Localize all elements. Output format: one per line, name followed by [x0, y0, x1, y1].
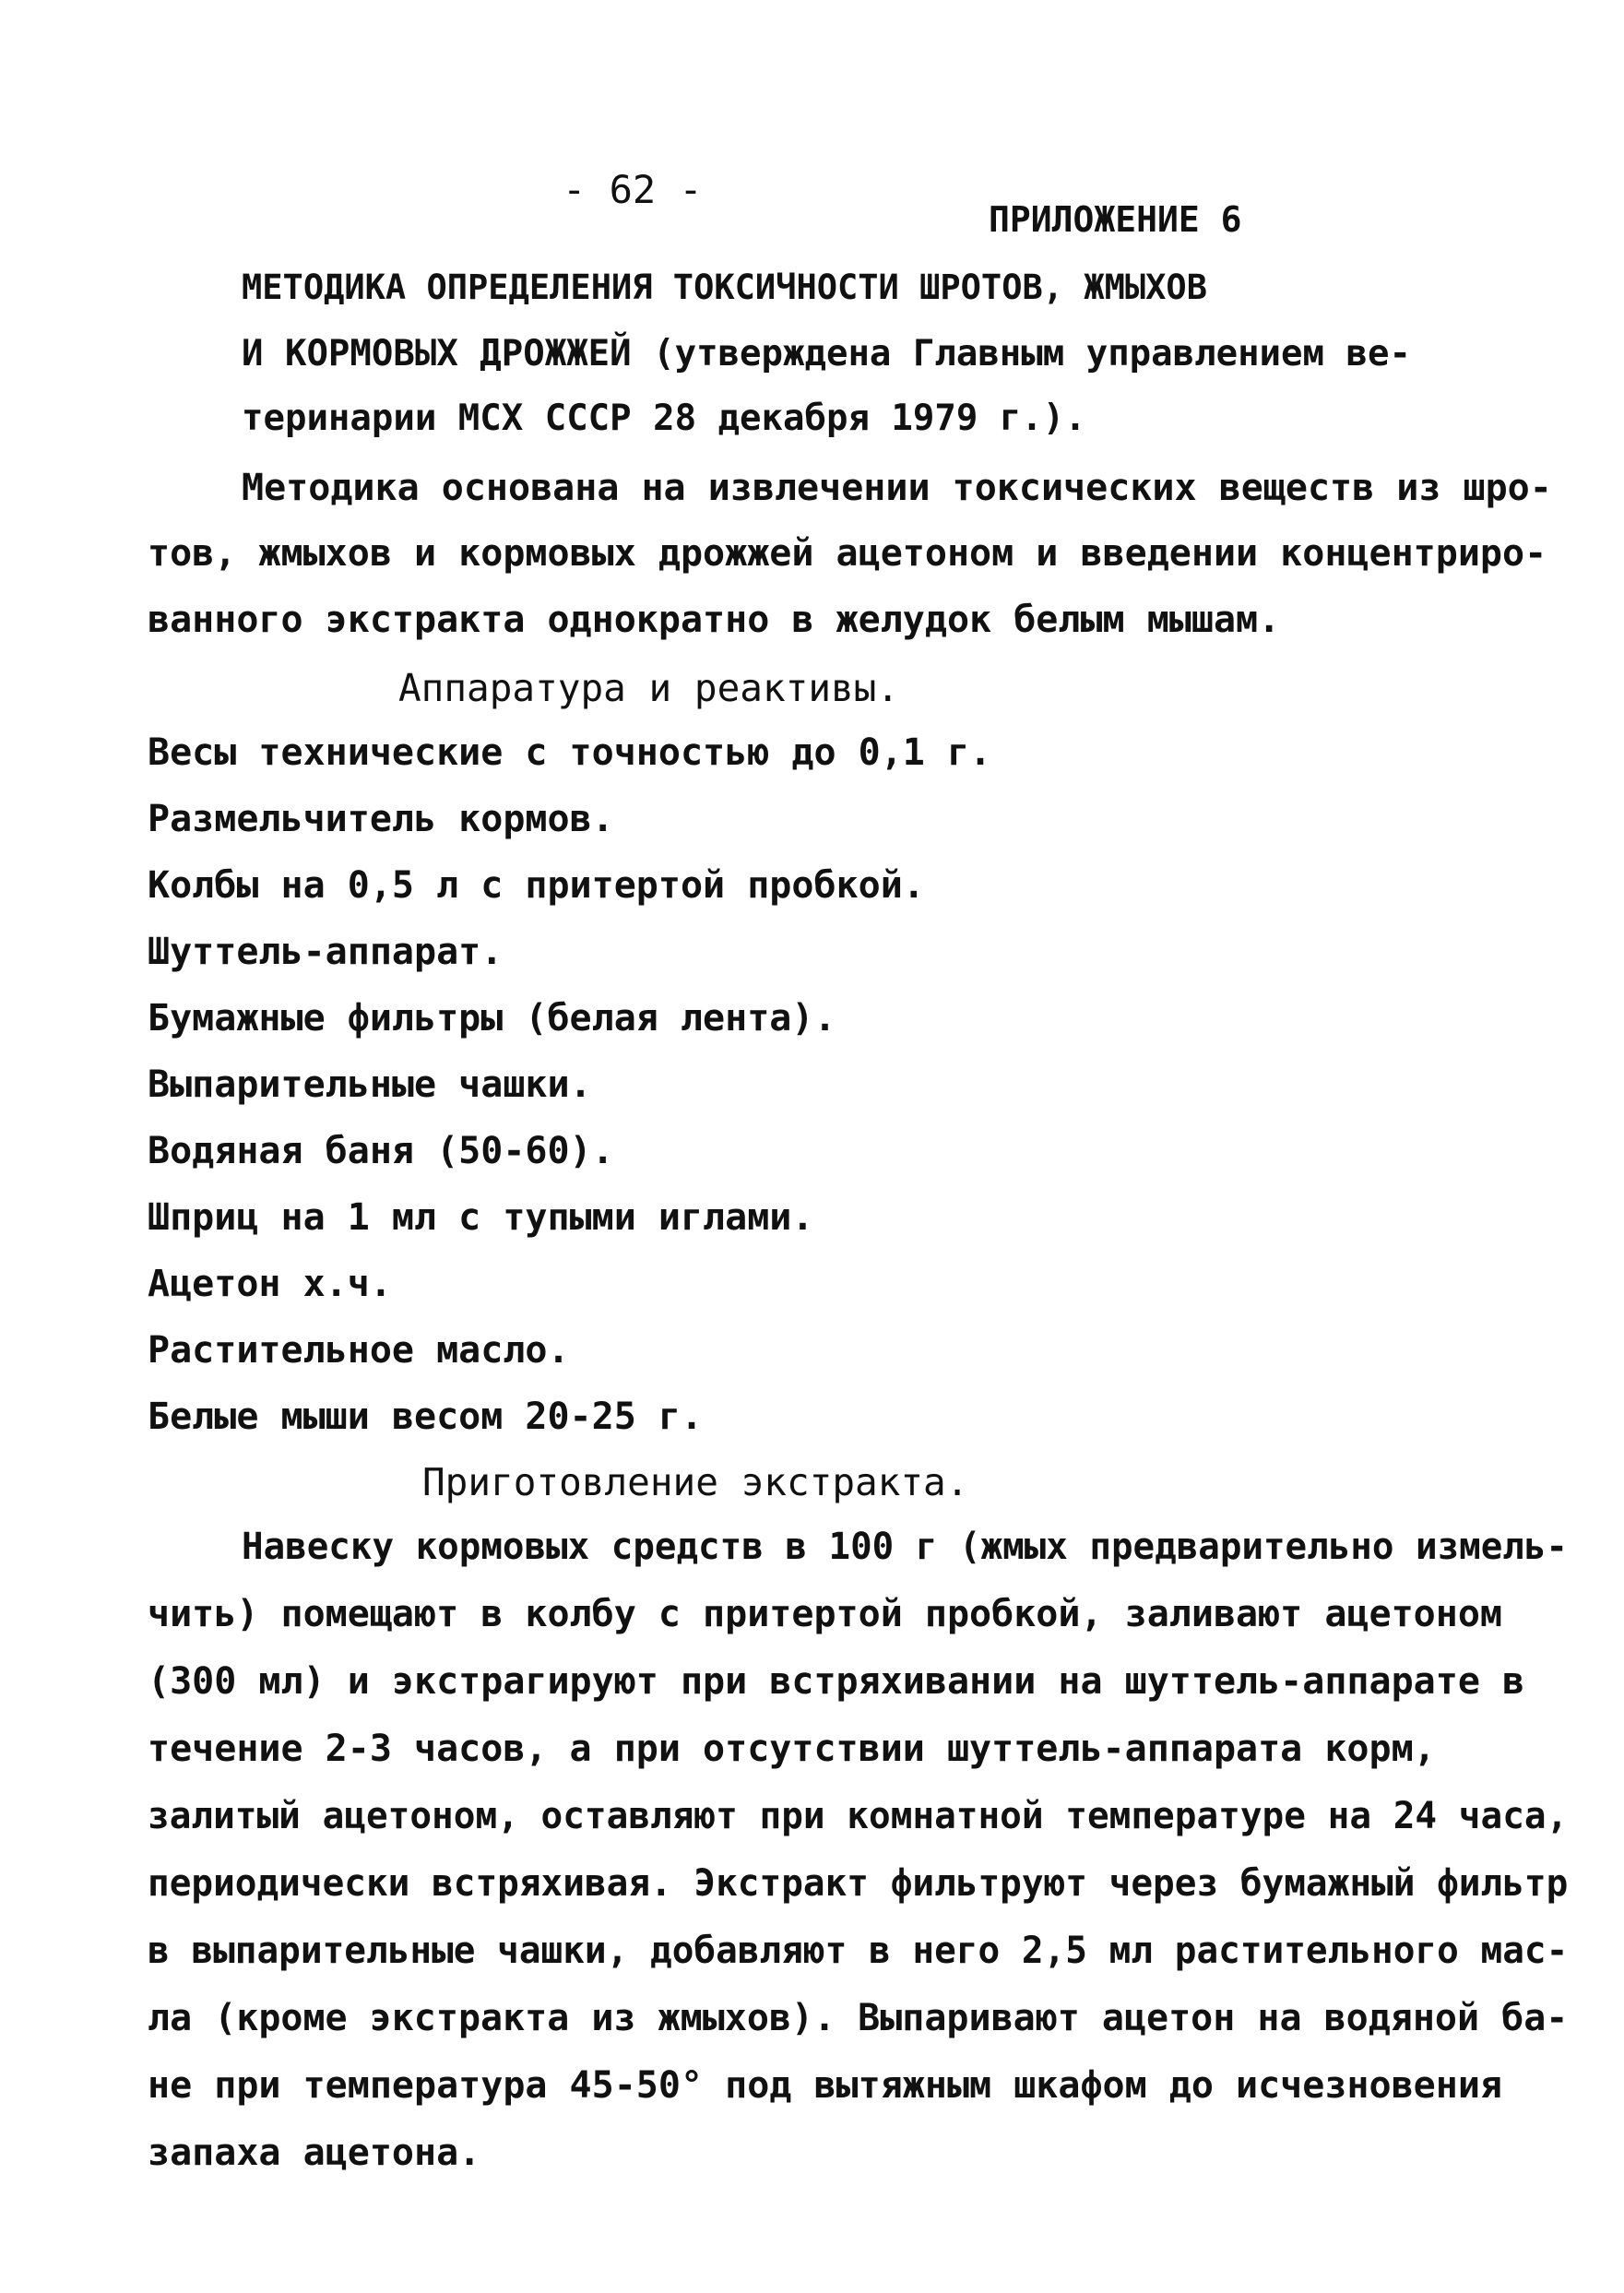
preparation-line: (300 мл) и экстрагируют при встряхивании на шуттель-аппарате в [148, 1660, 1525, 1703]
document-title-line-1: МЕТОДИКА ОПРЕДЕЛЕНИЯ ТОКСИЧНОСТИ ШРОТОВ, ЖМЫХОВ [242, 267, 1207, 307]
preparation-line: запаха ацетона. [148, 2132, 481, 2174]
equipment-item: Шприц на 1 мл с тупыми иглами. [148, 1196, 814, 1239]
equipment-item: Белые мыши весом 20-25 г. [148, 1396, 704, 1438]
equipment-item: Водяная баня (50-60). [148, 1130, 614, 1172]
document-title-line-2: И КОРМОВЫХ ДРОЖЖЕЙ (утверждена Главным управлением ве- [242, 333, 1411, 374]
preparation-line: периодически встряхивая. Экстракт фильтруют через бумажный фильтр [148, 1862, 1569, 1905]
equipment-item: Растительное масло. [148, 1329, 570, 1372]
equipment-heading: Аппаратура и реактивы. [398, 666, 900, 710]
intro-line-3: ванного экстракта однократно в желудок белым мышам. [148, 599, 1281, 641]
equipment-item: Ацетон х.ч. [148, 1263, 392, 1305]
equipment-item: Шуттель-аппарат. [148, 931, 504, 973]
equipment-item: Колбы на 0,5 л с притертой пробкой. [148, 864, 925, 907]
equipment-item: Выпарительные чашки. [148, 1063, 592, 1106]
preparation-line: Навеску кормовых средств в 100 г (жмых предварительно измель- [242, 1526, 1569, 1568]
intro-line-1: Методика основана на извлечении токсических веществ из шро- [242, 467, 1552, 509]
equipment-item: Бумажные фильтры (белая лента). [148, 997, 836, 1040]
preparation-heading: Приготовление экстракта. [422, 1460, 969, 1504]
equipment-item: Размельчитель кормов. [148, 798, 614, 840]
equipment-item: Весы технические с точностью до 0,1 г. [148, 731, 992, 774]
intro-line-2: тов, жмыхов и кормовых дрожжей ацетоном и введении концентриро- [148, 532, 1547, 575]
appendix-label: ПРИЛОЖЕНИЕ 6 [989, 199, 1242, 240]
page-number: - 62 - [563, 167, 703, 212]
preparation-line: не при температура 45-50° под вытяжным шкафом до исчезновения [148, 2064, 1503, 2107]
preparation-line: ла (кроме экстракта из жмыхов). Выпаривают ацетон на водяной ба- [148, 1997, 1569, 2039]
preparation-line: течение 2-3 часов, а при отсутствии шуттель-аппарата корм, [148, 1728, 1436, 1770]
document-title-line-3: теринарии МСХ СССР 28 декабря 1979 г.). [242, 398, 1086, 439]
preparation-line: залитый ацетоном, оставляют при комнатной температуре на 24 часа, [148, 1795, 1569, 1837]
preparation-line: в выпарительные чашки, добавляют в него 2,5 мл растительного мас- [148, 1930, 1569, 1972]
preparation-line: чить) помещают в колбу с притертой пробкой, заливают ацетоном [148, 1593, 1503, 1635]
